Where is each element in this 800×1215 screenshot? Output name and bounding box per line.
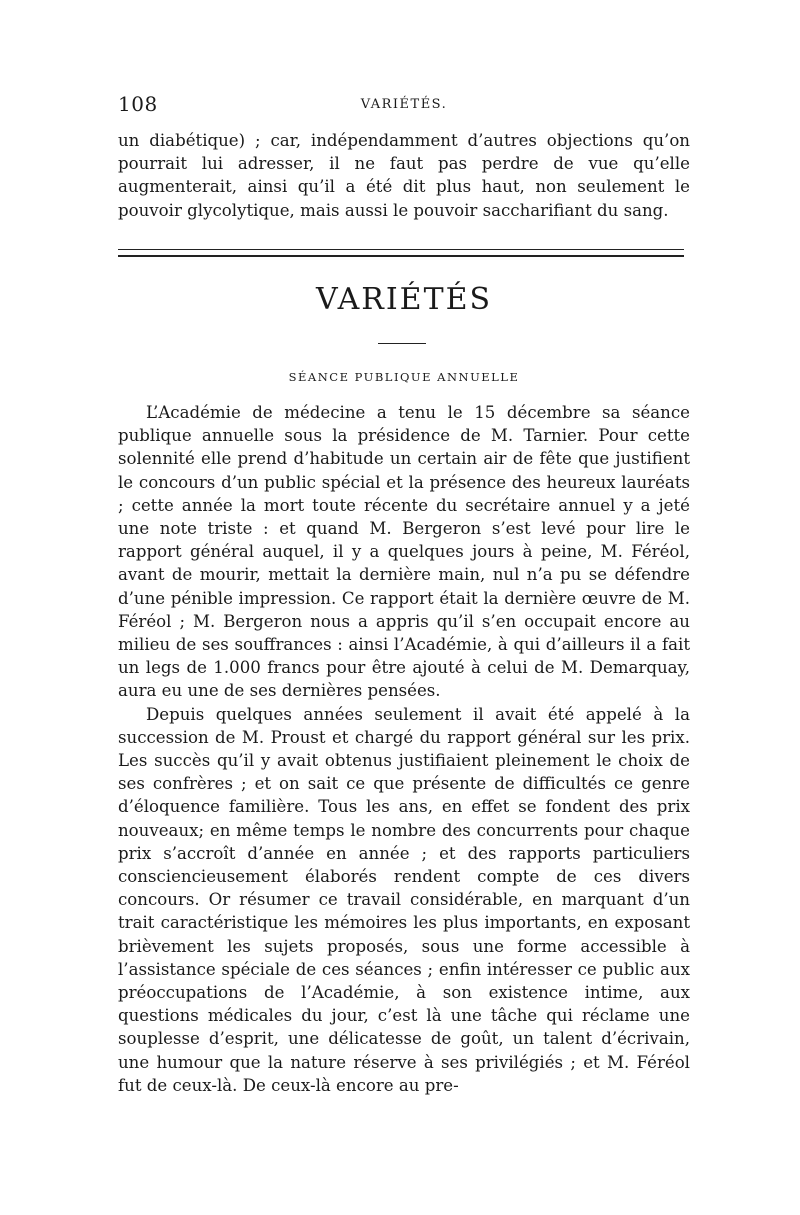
carryover-paragraph: un diabétique) ; car, indépendamment d’autres objections qu’on pourrait lui adresser, il ne faut pas perdre de vue qu’elle augmenterait, ainsi qu’il a été dit plus haut, non seulement le pouvoir glycolytique, mais aussi le pouvoir saccharifiant du sang. (118, 131, 690, 220)
body-paragraph: L’Académie de médecine a tenu le 15 décembre sa séance publique annuelle sous la présidence de M. Tarnier. Pour cette solennité elle prend d’habitude un certain air de fête que justifient le concours d’un public spécial et la présence des heureux lauréats ; cette année la mort toute récente du secrétaire annuel y a jeté une note triste : et quand M. Bergeron s’est levé pour lire le rapport général auquel, il y a quelques jours à peine, M. Féréol, avant de mourir, mettait la dernière main, nul n’a pu se défendre d’une pénible impression. Ce rapport était la dernière œuvre de M. Féréol ; M. Bergeron nous a appris qu’il s’en occupait encore au milieu de ses souffrances : ainsi l’Académie, à qui d’ailleurs il a fait un legs de 1.000 francs pour être ajouté à celui de M. Demarquay, aura eu une de ses dernières pensées. (118, 403, 690, 701)
title-underline (378, 343, 426, 344)
carryover-text (118, 129, 690, 222)
running-title: VARIÉTÉS. (360, 97, 448, 112)
article-body (118, 401, 690, 1097)
section-title: VARIÉTÉS (315, 282, 493, 317)
page-number: 108 (118, 92, 158, 116)
body-paragraph: Depuis quelques années seulement il avait été appelé à la succession de M. Proust et chargé du rapport général sur les prix. Les succès qu’il y avait obtenus justifiaient pleinement le choix de ses confrères ; et on sait ce que présente de difficultés ce genre d’éloquence familière. Tous les ans, en effet se fondent des prix nouveaux; en même temps le nombre des concurrents pour chaque prix s’accroît d’année en année ; et des rapports particuliers consciencieusement élaborés rendent compte de ces divers concours. Or résumer ce travail considérable, en marquant d’un trait caractéristique les mémoires les plus importants, en exposant brièvement les sujets proposés, sous une forme accessible à l’assistance spéciale de ces séances ; enfin intéresser ce public aux préoccupations de l’Académie, à son existence intime, aux questions médicales du jour, c’est là une tâche qui réclame une souplesse d’esprit, une délicatesse de goût, un talent d’écrivain, une humour que la nature réserve à ses privilégiés ; et M. Féréol fut de ceux-là. De ceux-là encore au pre- (118, 704, 690, 1095)
section-divider (118, 249, 684, 257)
section-subheading: SÉANCE PUBLIQUE ANNUELLE (288, 370, 520, 384)
running-head (118, 92, 690, 120)
